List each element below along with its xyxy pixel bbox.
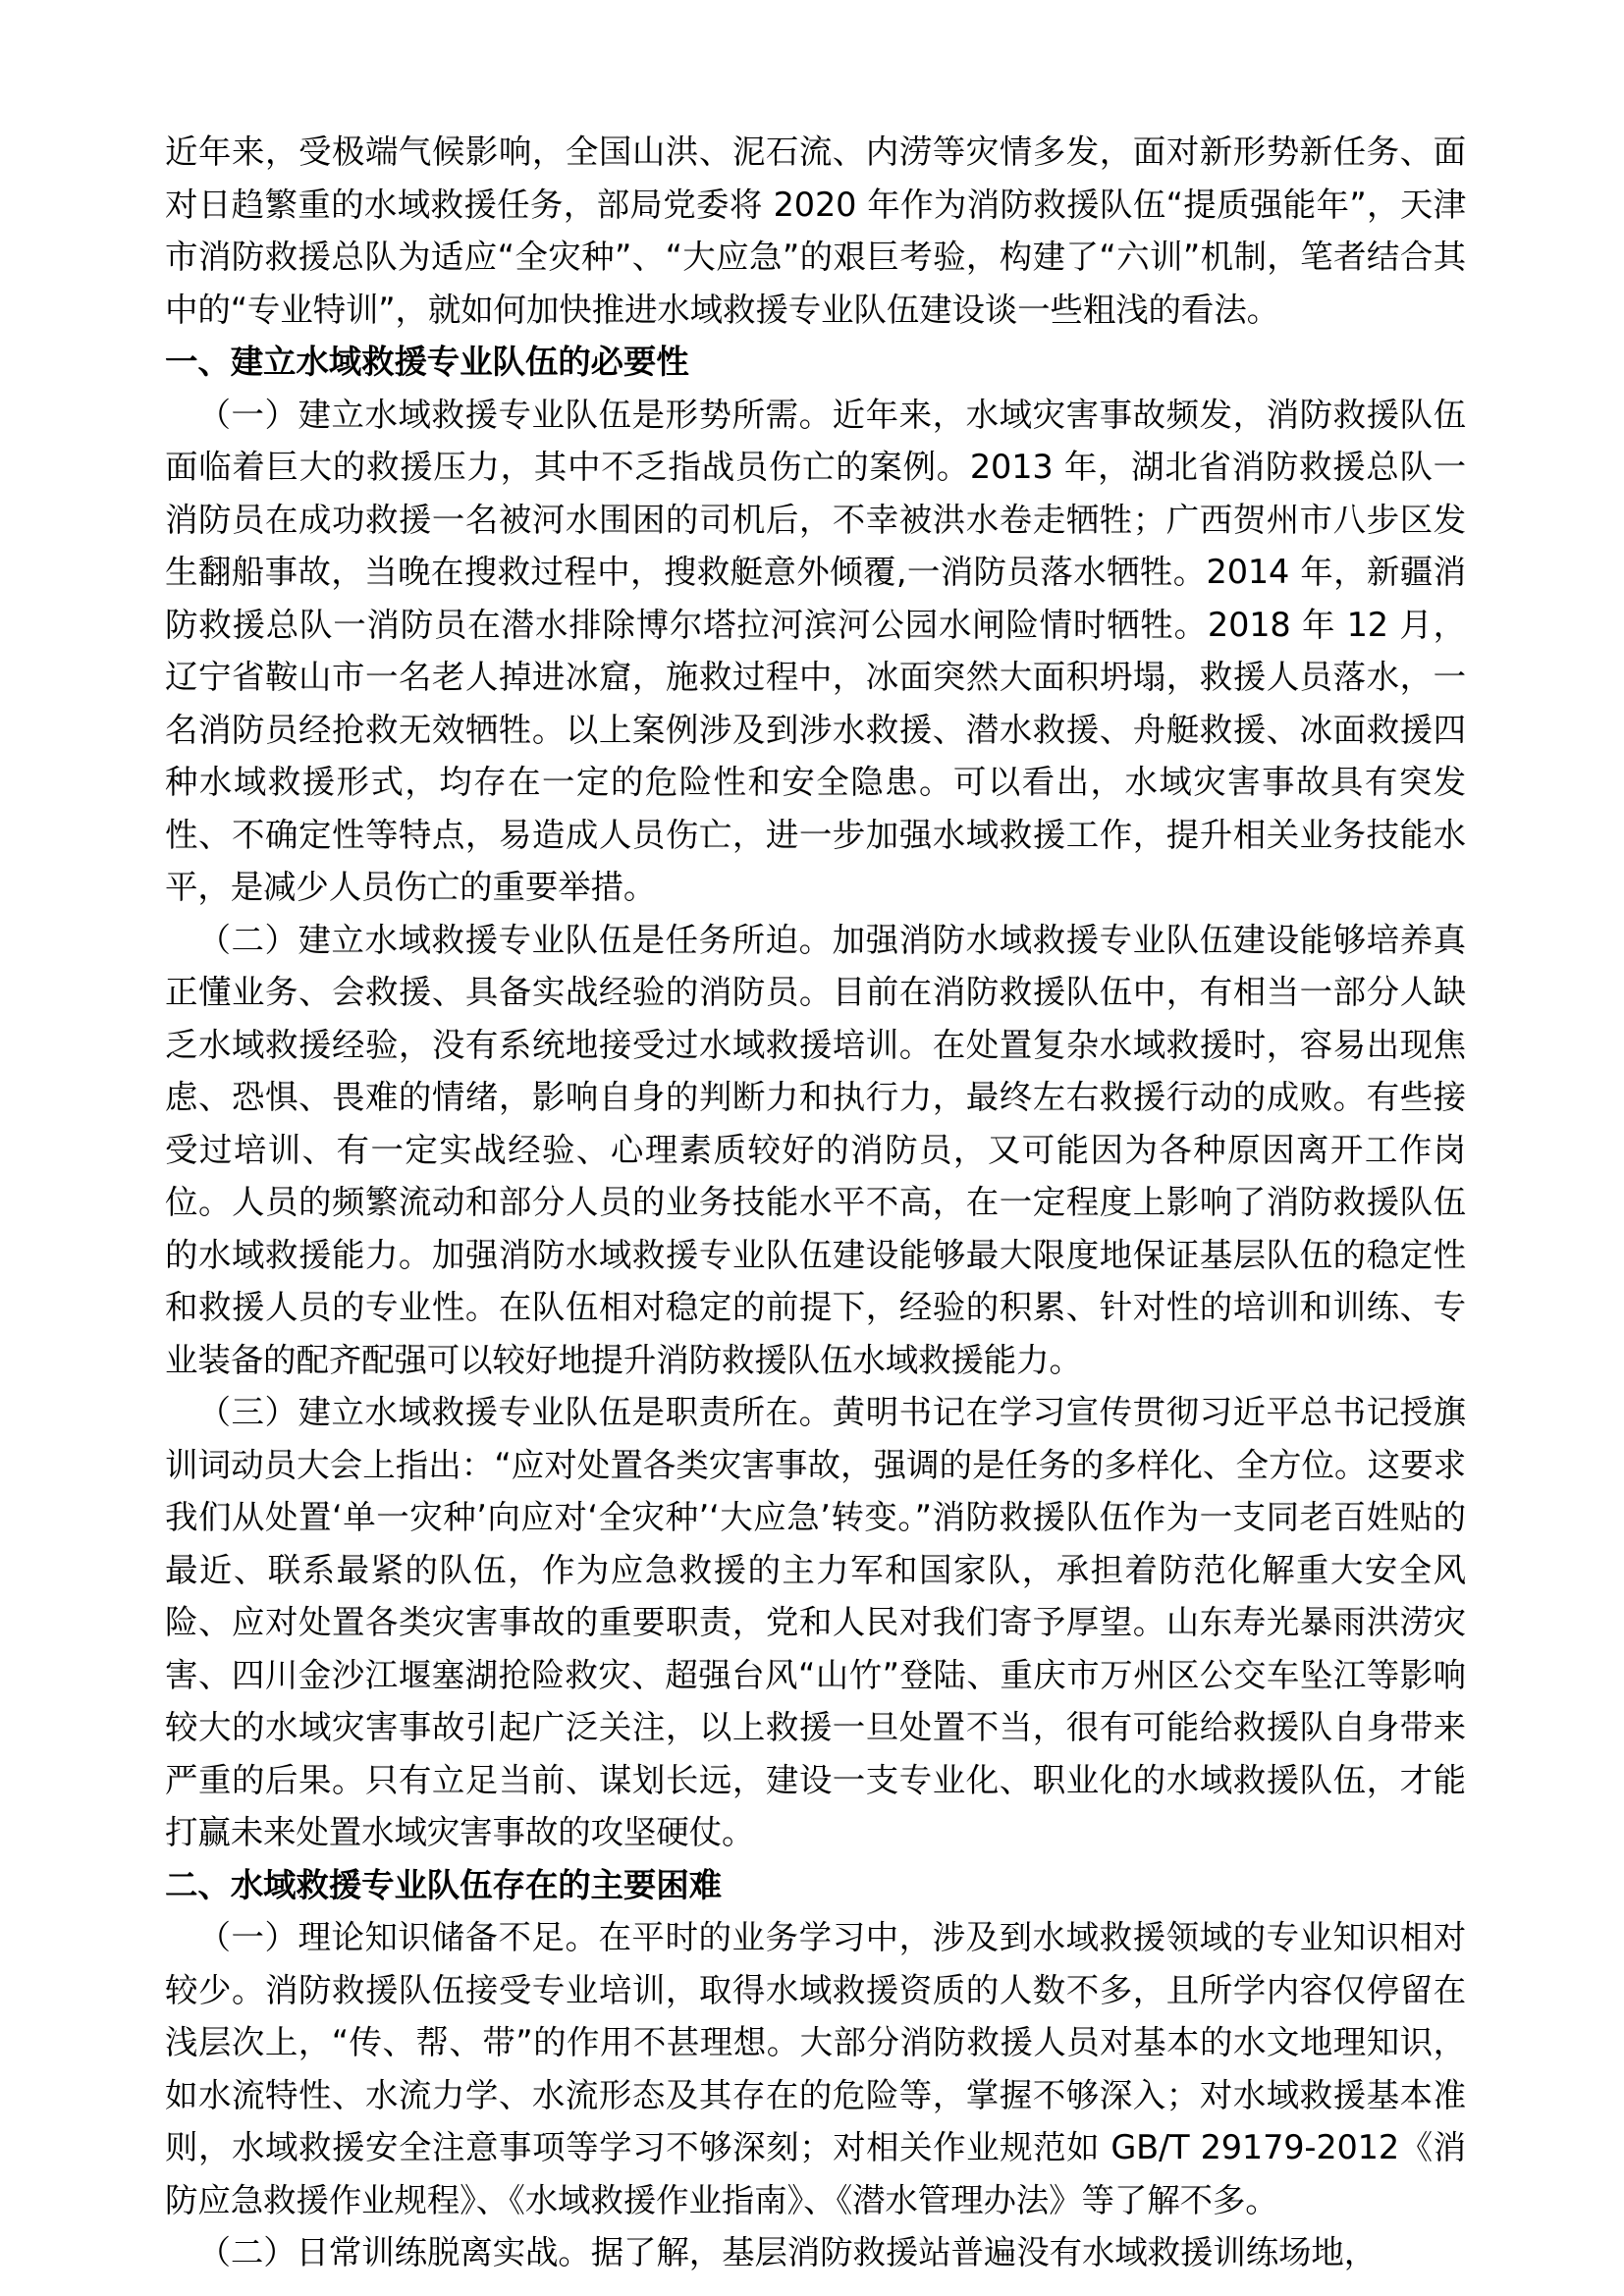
paragraph-section1-item3: （三）建立水域救援专业队伍是职责所在。黄明书记在学习宣传贯彻习近平总书记授旗训词动员大会上指出：“应对处置各类灾害事故，强调的是任务的多样化、全方位。这要求我们从处置‘单一灾种’向应对‘全灾种’‘大应急’转变。”消防救援队伍作为一支同老百姓贴的最近、联系最紧的队伍，作为应急救援的主力军和国家队，承担着防范化解重大安全风险、应对处置各类灾害事故的重要职责，党和人民对我们寄予厚望。山东寿光暴雨洪涝灾害、四川金沙江堰塞湖抢险救灾、超强台风“山竹”登陆、重庆市万州区公交车坠江等影响较大的水域灾害事故引起广泛关注，以上救援一旦处置不当，很有可能给救援队自身带来严重的后果。只有立足当前、谋划长远，建设一支专业化、职业化的水域救援队伍，才能打赢未来处置水域灾害事故的攻坚硬仗。 xyxy=(165,1393,1466,1851)
section-heading-2: 二、水域救援专业队伍存在的主要困难 xyxy=(165,1865,722,1904)
section-heading-1: 一、建立水域救援专业队伍的必要性 xyxy=(165,343,689,381)
paragraph-section1-item2: （二）建立水域救援专业队伍是任务所迫。加强消防水域救援专业队伍建设能够培养真正懂业务、会救援、具备实战经验的消防员。目前在消防救援队伍中，有相当一部分人缺乏水域救援经验，没有系统地接受过水域救援培训。在处置复杂水域救援时，容易出现焦虑、恐惧、畏难的情绪，影响自身的判断力和执行力，最终左右救援行动的成败。有些接受过培训、有一定实战经验、心理素质较好的消防员，又可能因为各种原因离开工作岗位。人员的频繁流动和部分人员的业务技能水平不高，在一定程度上影响了消防救援队伍的水域救援能力。加强消防水域救援专业队伍建设能够最大限度地保证基层队伍的稳定性和救援人员的专业性。在队伍相对稳定的前提下，经验的积累、针对性的培训和训练、专业装备的配齐配强可以较好地提升消防救援队伍水域救援能力。 xyxy=(165,920,1466,1379)
paragraph-section2-item1: （一）理论知识储备不足。在平时的业务学习中，涉及到水域救援领域的专业知识相对较少。消防救援队伍接受专业培训，取得水域救援资质的人数不多，且所学内容仅停留在浅层次上，“传、帮、带”的作用不甚理想。大部分消防救援人员对基本的水文地理知识，如水流特性、水流力学、水流形态及其存在的危险等，掌握不够深入；对水域救援基本准则，水域救援安全注意事项等学习不够深刻；对相关作业规范如 GB/T 29179-2012《消防应急救援作业规程》、《水域救援作业指南》、《潜水管理办法》等了解不多。 xyxy=(165,1918,1466,2219)
paragraph-section1-item1: （一）建立水域救援专业队伍是形势所需。近年来，水域灾害事故频发，消防救援队伍面临着巨大的救援压力，其中不乏指战员伤亡的案例。2013 年，湖北省消防救援总队一消防员在成功救援一名被河水围困的司机后，不幸被洪水卷走牺牲；广西贺州市八步区发生翻船事故，当晚在搜救过程中，搜救艇意外倾覆,一消防员落水牺牲。2014 年，新疆消防救援总队一消防员在潜水排除博尔塔拉河滨河公园水闸险情时牺牲。2018 年 12 月，辽宁省鞍山市一名老人掉进冰窟，施救过程中，冰面突然大面积坍塌，救援人员落水，一名消防员经抢救无效牺牲。以上案例涉及到涉水救援、潜水救援、舟艇救援、冰面救援四种水域救援形式，均存在一定的危险性和安全隐患。可以看出，水域灾害事故具有突发性、不确定性等特点，易造成人员伤亡，进一步加强水域救援工作，提升相关业务技能水平，是减少人员伤亡的重要举措。 xyxy=(165,395,1466,906)
paragraph-section2-item2: （二）日常训练脱离实战。据了解，基层消防救援站普遍没有水域救援训练场地， xyxy=(197,2233,1378,2271)
paragraph-intro: 近年来，受极端气候影响，全国山洪、泥石流、内涝等灾情多发，面对新形势新任务、面对日趋繁重的水域救援任务，部局党委将 2020 年作为消防救援队伍“提质强能年”，天津市消防救援总队为适应“全灾种”、“大应急”的艰巨考验，构建了“六训”机制，笔者结合其中的“专业特训”，就如何加快推进水域救援专业队伍建设谈一些粗浅的看法。 xyxy=(165,133,1466,329)
document-text-column xyxy=(165,126,1466,2279)
